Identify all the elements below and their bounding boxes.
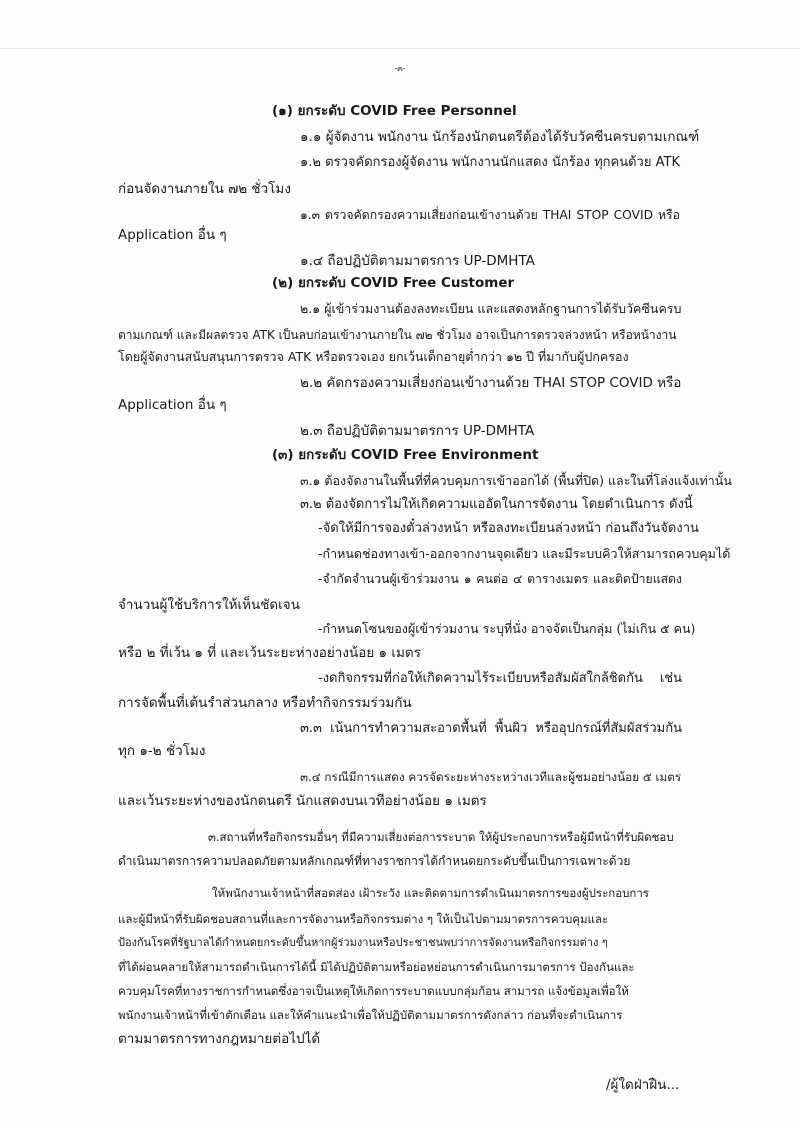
- doc-line: -จำกัดจำนวนผู้เข้าร่วมงาน ๑ คนต่อ ๔ ตารางเมตร และติดป้ายแสดง: [318, 572, 682, 586]
- doc-line: ตามมาตรการทางกฎหมายต่อไปได้: [118, 1031, 321, 1047]
- heading-covid-free-environment: (๓) ยกระดับ COVID Free Environment: [272, 447, 539, 463]
- doc-line: ที่ได้ผ่อนคลายให้สามารถดำเนินการได้นี้ มิได้ปฏิบัติตามหรือย่อหย่อนการดำเนินการมาตรการ ป้องกันและ: [118, 960, 635, 974]
- doc-line: -กำหนดช่องทางเข้า-ออกจากงานจุดเดียว และมีระบบคิวให้สามารถควบคุมได้: [318, 546, 731, 561]
- page-number: -๓-: [394, 64, 406, 73]
- doc-line: ๒.๒ คัดกรองความเสี่ยงก่อนเข้างานด้วย THAI STOP COVID หรือ: [300, 375, 682, 391]
- doc-line: -งดกิจกรรมที่ก่อให้เกิดความไร้ระเบียบหรือสัมผัสใกล้ชิดกัน เช่น: [318, 671, 682, 686]
- doc-line: ๒.๓ ถือปฏิบัติตามมาตรการ UP-DMHTA: [300, 423, 535, 439]
- doc-line: พนักงานเจ้าหน้าที่เข้าตักเตือน และให้คำแนะนำเพื่อให้ปฏิบัติตามมาตรการดังกล่าว ก่อนที่จะดำเนินการ: [118, 1008, 623, 1022]
- doc-line: และเว้นระยะห่างของนักดนตรี นักแสดงบนเวทีอย่างน้อย ๑ เมตร: [118, 793, 487, 809]
- doc-line: ควบคุมโรคที่ทางราชการกำหนดซึ่งอาจเป็นเหตุให้เกิดการระบาดแบบกลุ่มก้อน สามารถ แจ้งข้อมูลเพื่อให้: [118, 984, 629, 998]
- doc-line: ดำเนินมาตรการความปลอดภัยตามหลักเกณฑ์ที่ทางราชการได้กำหนดยกระดับขึ้นเป็นการเฉพาะด้วย: [118, 854, 631, 868]
- doc-line: ๓.๒ ต้องจัดการไม่ให้เกิดความแออัดในการจัดงาน โดยดำเนินการ ดังนี้: [300, 497, 693, 512]
- doc-line: ให้พนักงานเจ้าหน้าที่สอดส่อง เฝ้าระวัง และติดตามการดำเนินมาตรการของผู้ประกอบการ: [212, 886, 650, 900]
- doc-line: ป้องกันโรคที่รัฐบาลได้กำหนดยกระดับขึ้นหากผู้ร่วมงานหรือประชาชนพบว่าการจัดงานหรือกิจกรรมต่าง ๆ: [118, 936, 608, 949]
- doc-line: ตามเกณฑ์ และมีผลตรวจ ATK เป็นลบก่อนเข้างานภายใน ๗๒ ชั่วโมง อาจเป็นการตรวจล่วงหน้า หรือหน้างาน: [118, 328, 677, 342]
- doc-line: ทุก ๑-๒ ชั่วโมง: [118, 743, 206, 759]
- doc-line: -จัดให้มีการจองตั๋วล่วงหน้า หรือลงทะเบียนล่วงหน้า ก่อนถึงวันจัดงาน: [318, 521, 699, 536]
- doc-line: ๑.๔ ถือปฏิบัติตามมาตรการ UP-DMHTA: [300, 253, 535, 269]
- heading-covid-free-personnel: (๑) ยกระดับ COVID Free Personnel: [272, 103, 517, 119]
- continuation-marker: /ผู้ใดฝ่าฝืน...: [606, 1077, 680, 1093]
- doc-line: ๑.๒ ตรวจคัดกรองผู้จัดงาน พนักงานนักแสดง นักร้อง ทุกคนด้วย ATK: [300, 155, 680, 170]
- doc-line: Application อื่น ๆ: [118, 227, 227, 243]
- doc-line: Application อื่น ๆ: [118, 397, 227, 413]
- doc-line: โดยผู้จัดงานสนับสนุนการตรวจ ATK หรือตรวจเอง ยกเว้นเด็กอายุต่ำกว่า ๑๒ ปี ที่มากับผู้ปกครอง: [118, 349, 629, 364]
- doc-line: ๒.๑ ผู้เข้าร่วมงานต้องลงทะเบียน และแสดงหลักฐานการได้รับวัคซีนครบ: [300, 301, 682, 316]
- doc-line: การจัดพื้นที่เต้นรำส่วนกลาง หรือทำกิจกรรมร่วมกัน: [118, 695, 412, 711]
- doc-line: ๑.๑ ผู้จัดงาน พนักงาน นักร้องนักดนตรีต้องได้รับวัคซีนครบตามเกณฑ์: [300, 129, 700, 145]
- doc-line: ๓.สถานที่หรือกิจกรรมอื่นๆ ที่มีความเสี่ยงต่อการระบาด ให้ผู้ประกอบการหรือผู้มีหน้าที่รับผิดชอบ: [208, 830, 674, 844]
- doc-line: ก่อนจัดงานภายใน ๗๒ ชั่วโมง: [118, 181, 291, 197]
- page-top-rule: [0, 48, 800, 49]
- doc-line: และผู้มีหน้าที่รับผิดชอบสถานที่และการจัดงานหรือกิจกรรมต่าง ๆ ให้เป็นไปตามมาตรการควบคุมและ: [118, 912, 609, 926]
- heading-covid-free-customer: (๒) ยกระดับ COVID Free Customer: [272, 275, 515, 291]
- doc-line: -กำหนดโซนของผู้เข้าร่วมงาน ระบุที่นั่ง อาจจัดเป็นกลุ่ม (ไม่เกิน ๕ คน): [318, 621, 696, 636]
- doc-line: ๓.๓ เน้นการทำความสะอาดพื้นที่ พื้นผิว หรืออุปกรณ์ที่สัมผัสร่วมกัน: [300, 721, 682, 736]
- doc-line: ๓.๑ ต้องจัดงานในพื้นที่ที่ควบคุมการเข้าออกได้ (พื้นที่ปิด) และในที่โล่งแจ้งเท่านั้น: [300, 473, 732, 488]
- doc-line: จำนวนผู้ใช้บริการให้เห็นชัดเจน: [118, 597, 300, 613]
- doc-line: ๑.๓ ตรวจคัดกรองความเสี่ยงก่อนเข้างานด้วย THAI STOP COVID หรือ: [300, 208, 680, 222]
- doc-line: หรือ ๒ ที่เว้น ๑ ที่ และเว้นระยะห่างอย่างน้อย ๑ เมตร: [118, 645, 421, 661]
- doc-line: ๓.๔ กรณีมีการแสดง ควรจัดระยะห่างระหว่างเวทีและผู้ชมอย่างน้อย ๕ เมตร: [300, 770, 682, 784]
